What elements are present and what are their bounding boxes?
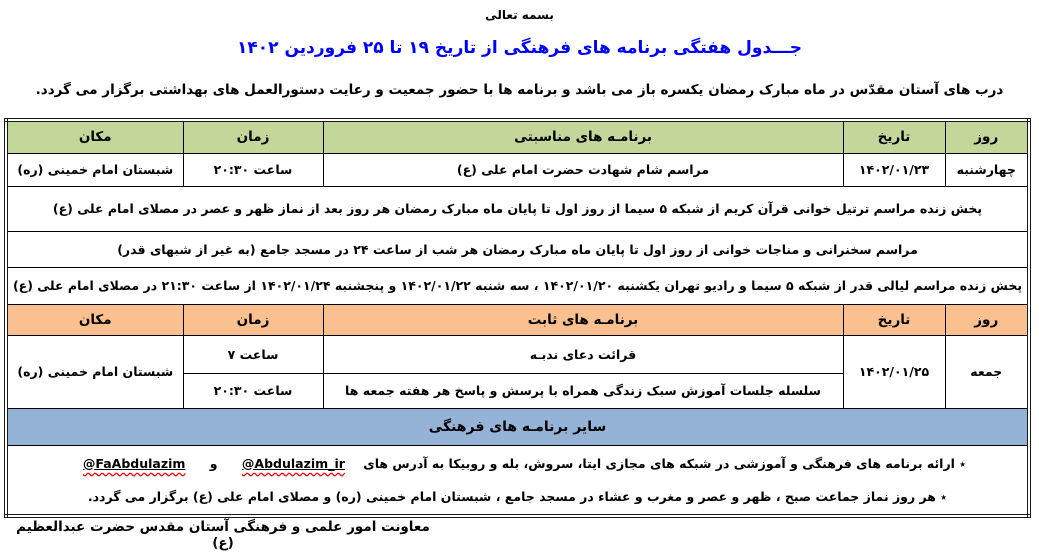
social-media-note xyxy=(12,447,1023,480)
program-cell: قرائت دعای ندبـه xyxy=(323,335,843,373)
full-width-program-cell: مراسم سخنرانی و مناجات خوانی از روز اول تا پایان ماه مبارک رمضان هر شب از ساعت ۲۴ در مسجد جامع (به غیر از شبهای قدر) xyxy=(6,231,1029,267)
occasional-header-row xyxy=(6,120,1029,153)
program-cell: مراسم شام شهادت حضرت امام علی (ع) xyxy=(323,153,843,186)
col-header-place: مکان xyxy=(6,304,183,335)
date-cell: ۱۴۰۲/۰۱/۲۳ xyxy=(843,153,945,186)
schedule-table xyxy=(4,118,1031,518)
signature-footer: معاونت امور علمی و فرهنگی آستان مقدس حضرت عبدالعظیم (ع) xyxy=(16,519,430,551)
time-cell: ساعت ۲۰:۳۰ xyxy=(183,153,323,186)
col-header-program-fixed: برنامـه های ثابت xyxy=(323,304,843,335)
col-header-program-occasional: برنامـه های مناسبتی xyxy=(323,120,843,153)
place-cell: شبستان امام خمینی (ره) xyxy=(6,153,183,186)
page-subtitle: درب های آستان مقدّس در ماه مبارک رمضان یکسره باز می باشد و برنامه ها با حضور جمعیت و رعایت دستورالعمل های بهداشتی برگزار می گردد. xyxy=(35,82,1004,98)
social-media-note-text: ٭ ارائه برنامه های فرهنگی و آموزشی در شبکه های مجازی ایتا، سروش، بله و روبیکا به آدرس های xyxy=(363,455,967,471)
page-title: جـــدول هفتگی برنامه های فرهنگی از تاریخ ۱۹ تا ۲۵ فروردین ۱۴۰۲ xyxy=(237,38,802,58)
col-header-day: روز xyxy=(945,120,1029,153)
col-header-day: روز xyxy=(945,304,1029,335)
conjunction-text: و xyxy=(209,455,218,471)
fixed-header-row xyxy=(6,304,1029,335)
col-header-date: تاریخ xyxy=(843,304,945,335)
day-cell: چهارشنبه xyxy=(945,153,1029,186)
day-cell: جمعه xyxy=(945,335,1029,408)
table-row xyxy=(6,231,1029,267)
other-programs-banner: سایر برنامـه های فرهنگی xyxy=(6,408,1029,445)
table-row xyxy=(6,153,1029,186)
full-width-program-cell: پخش زنده مراسم لیالی قدر از شبکه ۵ سیما و رادیو تهران یکشنبه ۱۴۰۲/۰۱/۲۰ ، سه شنبه ۱۴۰۲/۰۱/۲۲ و پنجشنبه ۱۴۰۲/۰۱/۲۴ از ساعت ۲۱:۳۰ در مصلای امام علی (ع) xyxy=(6,267,1029,304)
date-cell: ۱۴۰۲/۰۱/۲۵ xyxy=(843,335,945,408)
social-handle-link[interactable]: @FaAbdulazim xyxy=(82,455,186,471)
daily-prayer-note: ٭ هر روز نماز جماعت صبح ، ظهر و عصر و مغرب و عشاء در مسجد جامع ، شبستان امام خمینی (ره) و مصلای امام علی (ع) برگزار می گردد. xyxy=(87,488,948,504)
table-row xyxy=(6,445,1029,516)
other-programs-banner-row xyxy=(6,408,1029,445)
full-width-program-cell: پخش زنده مراسم ترتیل خوانی قرآن کریم از شبکه ۵ سیما از روز اول تا پایان ماه مبارک رمضان هر روز بعد از نماز ظهر و عصر در مصلای امام علی (ع) xyxy=(6,186,1029,231)
col-header-time: زمان xyxy=(183,304,323,335)
table-row xyxy=(6,335,1029,373)
time-cell: ساعت ۲۰:۳۰ xyxy=(183,373,323,408)
table-row xyxy=(6,186,1029,231)
social-handle-link[interactable]: @Abdulazim_ir xyxy=(241,455,345,471)
col-header-date: تاریخ xyxy=(843,120,945,153)
notes-cell xyxy=(6,445,1029,516)
place-cell: شبستان امام خمینی (ره) xyxy=(6,335,183,408)
time-cell: ساعت ۷ xyxy=(183,335,323,373)
schedule-table-wrapper xyxy=(8,118,1031,518)
table-row xyxy=(6,267,1029,304)
besmele-heading: بسمه تعالی xyxy=(485,8,554,22)
program-cell: سلسله جلسات آموزش سبک زندگی همراه با پرسش و پاسخ هر هفته جمعه ها xyxy=(323,373,843,408)
col-header-place: مکان xyxy=(6,120,183,153)
col-header-time: زمان xyxy=(183,120,323,153)
